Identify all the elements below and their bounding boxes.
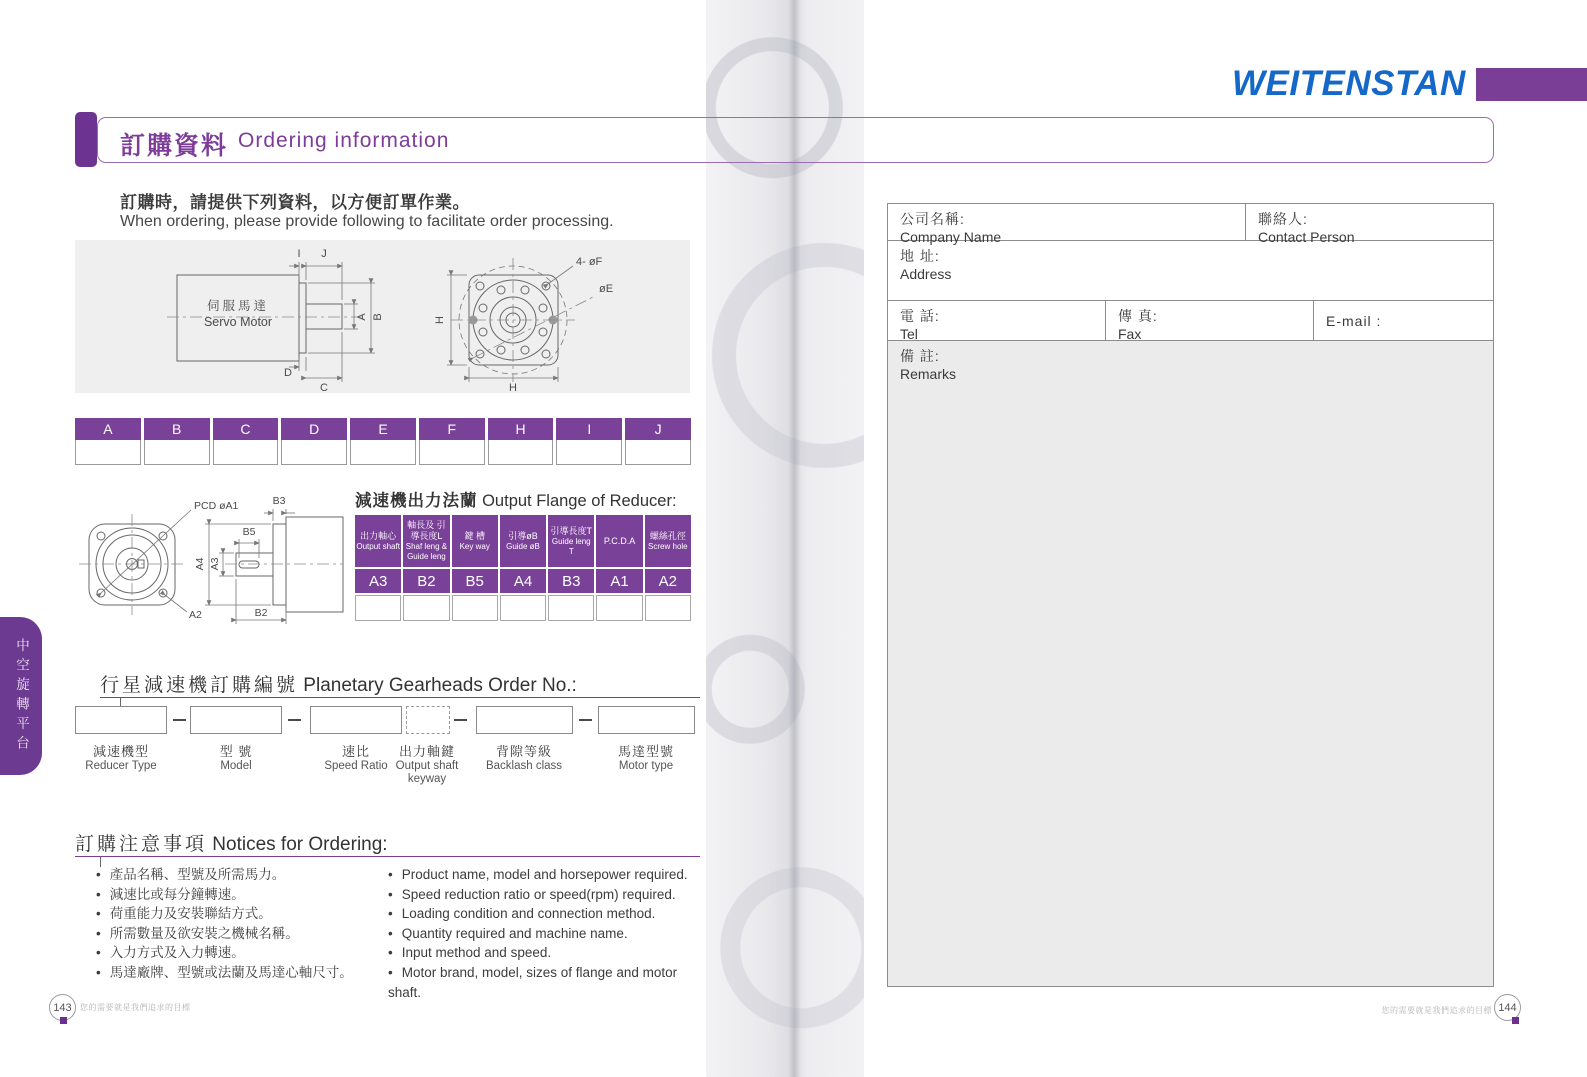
flange-empty-cell — [355, 595, 401, 621]
svg-text:伺服馬達: 伺服馬達 — [206, 299, 270, 313]
dim-col-cell — [350, 440, 416, 465]
svg-text:A2: A2 — [189, 609, 202, 621]
order-dash — [288, 719, 301, 721]
svg-text:B2: B2 — [254, 607, 268, 619]
order-dash — [579, 719, 592, 721]
dim-col-cell — [488, 440, 554, 465]
notices-underline — [75, 856, 700, 857]
flange-col-header: 出力軸心 Output shaft — [355, 515, 401, 567]
flange-col-header: 引導長度T Guide leng T — [548, 515, 594, 567]
brand-accent-block — [1476, 68, 1587, 101]
order-box-motor-type — [598, 706, 695, 734]
page-number-right: 144 — [1494, 994, 1521, 1021]
flange-value-cell: A2 — [645, 569, 691, 593]
dim-col-header: F — [419, 418, 485, 440]
page-number-accent — [60, 1017, 67, 1024]
notice-item: • 荷重能力及安裝聯結方式。 — [96, 904, 386, 924]
svg-text:A: A — [356, 313, 368, 321]
flange-value-cell: A4 — [500, 569, 546, 593]
svg-text:B: B — [372, 313, 384, 321]
order-box-speed-ratio — [310, 706, 402, 734]
svg-text:I: I — [297, 248, 301, 260]
svg-text:4- øF: 4- øF — [576, 256, 603, 268]
dim-col-header: A — [75, 418, 141, 440]
flange-value-cell: B5 — [452, 569, 498, 593]
flange-col-header: 螺絲孔徑 Screw hole — [645, 515, 691, 567]
dim-col-cell — [419, 440, 485, 465]
order-no-tick — [120, 698, 121, 706]
order-no-heading — [100, 670, 577, 697]
flange-empty-cell — [645, 595, 691, 621]
flange-value-cell: A3 — [355, 569, 401, 593]
flange-value-cell: B2 — [403, 569, 449, 593]
order-label: 型 號 Model — [219, 744, 253, 772]
svg-text:B3: B3 — [272, 495, 286, 507]
order-no-heading-en: Planetary Gearheads Order No.: — [303, 675, 577, 696]
order-label: 背隙等級 Backlash class — [485, 744, 563, 772]
order-label: 減速機型 Reducer Type — [85, 744, 157, 772]
form-field-tel: 電 話: Tel — [888, 301, 1106, 340]
notice-item: • 減速比或每分鐘轉速。 — [96, 885, 386, 905]
brand-logo: WEITENSTAN — [1232, 64, 1466, 103]
footer-slogan-left: 您的需要就是我們追求的目標 — [80, 1003, 191, 1012]
intro-text-zh: 訂購時，請提供下列資料，以方便訂單作業。 — [120, 193, 470, 212]
form-field-company: 公司名稱: Company Name — [888, 204, 1246, 240]
dim-col-header: C — [213, 418, 279, 440]
dim-col-cell — [556, 440, 622, 465]
page-number-left: 143 — [49, 994, 76, 1021]
dim-col-header: I — [556, 418, 622, 440]
dim-col-cell — [281, 440, 347, 465]
notice-item: • Motor brand, model, sizes of flange and motor shaft. — [388, 963, 708, 1002]
dim-col-cell — [144, 440, 210, 465]
dim-col-cell — [213, 440, 279, 465]
flange-heading-zh: 減速機出力法蘭 — [355, 492, 478, 510]
order-dash — [173, 719, 186, 721]
order-dash — [454, 719, 467, 721]
svg-text:H: H — [509, 382, 517, 393]
flange-table — [355, 515, 691, 621]
side-tab-hollow-rotary-platform — [0, 617, 42, 775]
servo-motor-drawing — [75, 240, 690, 393]
form-field-fax: 傳 真: Fax — [1106, 301, 1314, 340]
dimension-table — [75, 418, 691, 465]
svg-text:A3: A3 — [209, 557, 221, 571]
footer-slogan-right: 您的需要就是我們追求的目標 — [1381, 1006, 1492, 1015]
dim-col-header: J — [625, 418, 691, 440]
page-title-en: Ordering information — [238, 129, 450, 152]
order-label: 速比 Speed Ratio — [324, 744, 388, 772]
form-field-address: 地 址: Address — [900, 248, 952, 282]
order-form — [887, 203, 1494, 987]
svg-text:J: J — [321, 248, 327, 260]
flange-empty-cell — [596, 595, 642, 621]
svg-text:D: D — [284, 367, 292, 379]
svg-text:C: C — [320, 382, 328, 393]
notice-item: • Loading condition and connection method. — [388, 904, 708, 924]
side-tab-label: 中空旋轉平台 — [14, 637, 29, 755]
notice-item: • 入力方式及入力轉速。 — [96, 943, 386, 963]
notices-heading-en: Notices for Ordering: — [212, 834, 388, 855]
notices-heading-zh: 訂購注意事項 — [75, 834, 208, 855]
flange-col-header: 鍵 槽 Key way — [452, 515, 498, 567]
dim-col-header: D — [281, 418, 347, 440]
notices-list-en — [388, 865, 708, 1002]
notice-item: • Speed reduction ratio or speed(rpm) required. — [388, 885, 708, 905]
notice-item: • Input method and speed. — [388, 943, 708, 963]
notices-heading — [75, 829, 388, 856]
flange-empty-cell — [452, 595, 498, 621]
dim-col-cell — [625, 440, 691, 465]
order-box-backlash — [476, 706, 573, 734]
order-box-reducer-type — [75, 706, 167, 734]
svg-text:Servo Motor: Servo Motor — [203, 315, 273, 329]
order-label: 馬達型號 Motor type — [617, 744, 674, 772]
flange-empty-cell — [403, 595, 449, 621]
notice-item: • 馬達廠牌、型號或法蘭及馬達心軸尺寸。 — [96, 963, 386, 983]
form-field-remarks: 備 註: Remarks — [900, 348, 957, 382]
order-box-keyway — [406, 706, 450, 734]
intro-text-en: When ordering, please provide following to facilitate order processing. — [120, 213, 614, 230]
notice-item: • Product name, model and horsepower required. — [388, 865, 708, 885]
dim-col-header: E — [350, 418, 416, 440]
svg-text:A4: A4 — [194, 557, 206, 571]
notices-list-zh — [96, 865, 386, 983]
reducer-flange-drawing — [75, 487, 345, 627]
svg-text:PCD øA1: PCD øA1 — [194, 500, 239, 512]
form-field-email: E-mail : — [1326, 312, 1382, 329]
flange-empty-cell — [548, 595, 594, 621]
motor-drawing-panel — [75, 240, 690, 393]
svg-text:øE: øE — [599, 283, 614, 295]
page-title-zh: 訂購資料 — [120, 132, 229, 160]
header-accent-tab — [75, 112, 97, 167]
flange-col-header: 軸長及 引導長度L Shaf leng & Guide leng — [403, 515, 449, 567]
notice-item: • 產品名稱、型號及所需馬力。 — [96, 865, 386, 885]
dim-col-cell — [75, 440, 141, 465]
order-no-heading-zh: 行星減速機訂購編號 — [100, 675, 299, 696]
notice-item: • Quantity required and machine name. — [388, 924, 708, 944]
flange-heading — [355, 487, 677, 511]
order-label: 出力軸鍵 Output shaft keyway — [395, 744, 459, 785]
notice-item: • 所需數量及欲安裝之機械名稱。 — [96, 924, 386, 944]
order-no-underline — [100, 697, 700, 698]
order-box-model — [190, 706, 282, 734]
flange-value-cell: A1 — [596, 569, 642, 593]
flange-empty-cell — [500, 595, 546, 621]
svg-text:B5: B5 — [242, 526, 256, 538]
svg-text:H: H — [434, 316, 446, 324]
dim-col-header: B — [144, 418, 210, 440]
flange-heading-en: Output Flange of Reducer: — [482, 492, 677, 510]
flange-col-header: 引導øB Guide øB — [500, 515, 546, 567]
flange-value-cell: B3 — [548, 569, 594, 593]
dim-col-header: H — [488, 418, 554, 440]
form-field-contact: 聯絡人: Contact Person — [1258, 211, 1355, 245]
flange-col-header: P.C.D.A — [596, 515, 642, 567]
page-number-accent — [1512, 1017, 1519, 1024]
